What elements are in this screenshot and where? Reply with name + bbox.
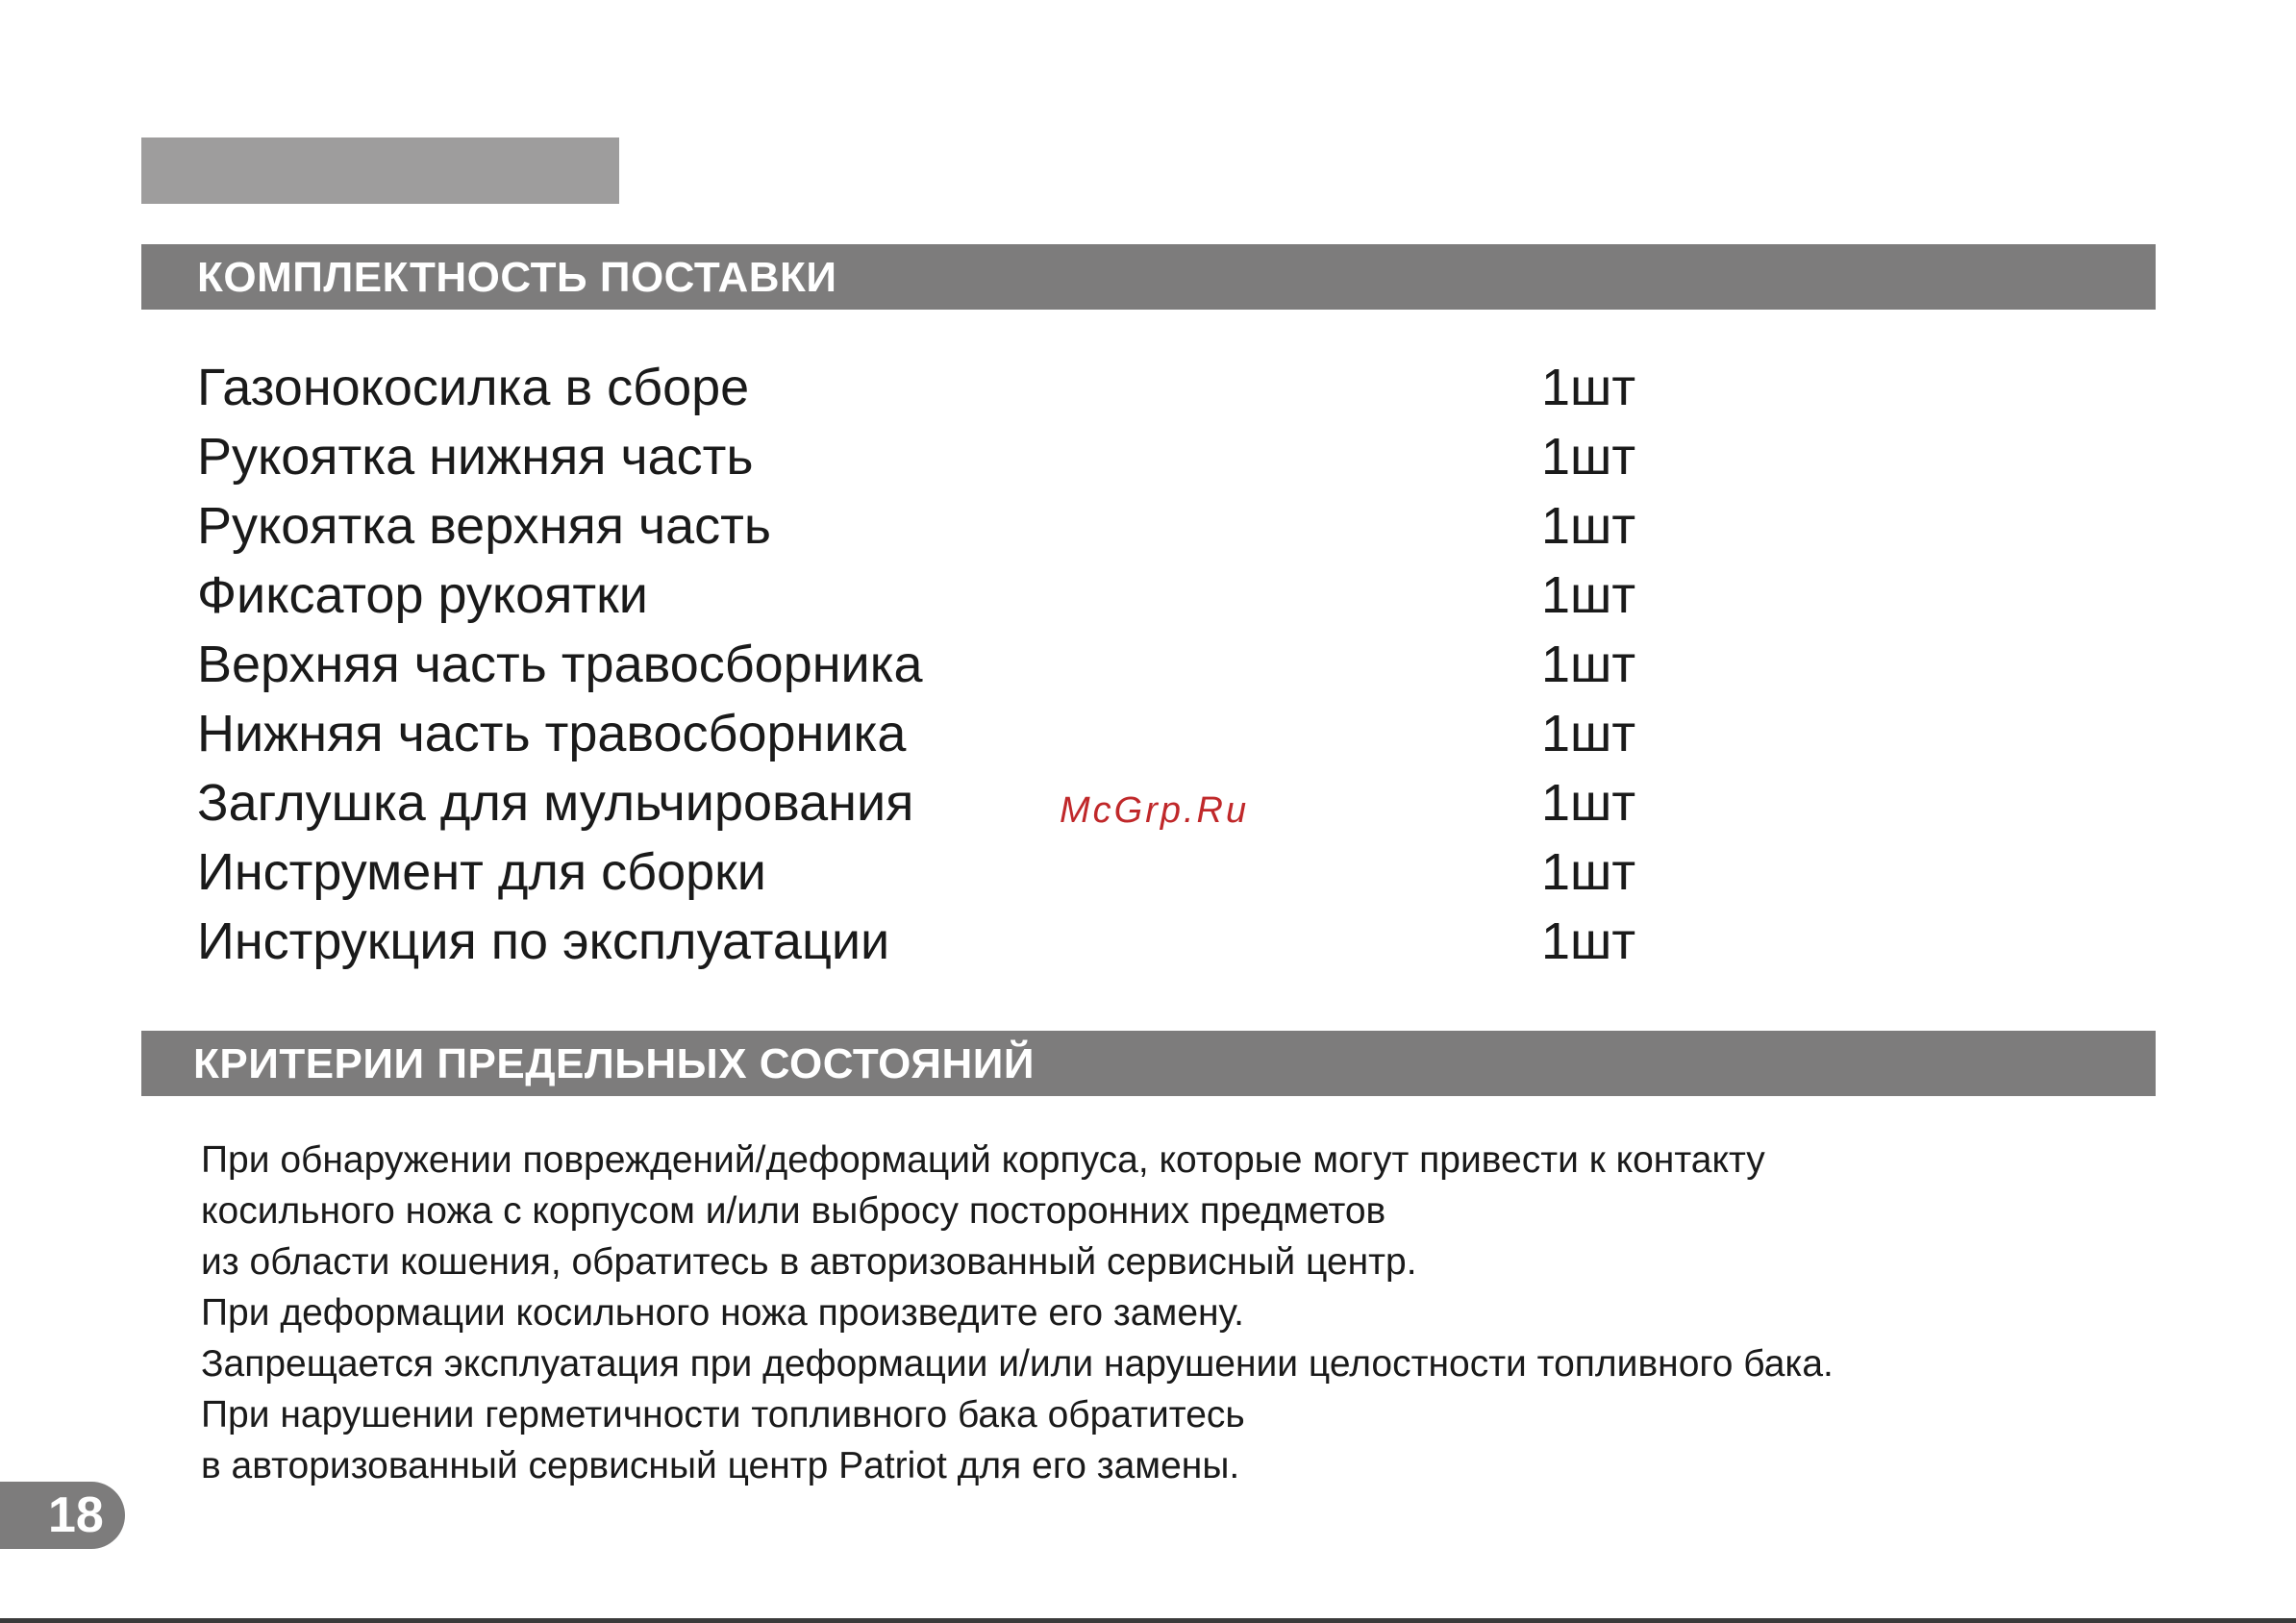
list-item	[197, 491, 1735, 561]
item-name: Фиксатор рукоятки	[197, 566, 648, 624]
item-quantity: 1шт	[1541, 359, 1636, 416]
list-item	[197, 353, 1735, 422]
item-name: Нижняя часть травосборника	[197, 705, 907, 762]
item-quantity: 1шт	[1541, 705, 1636, 762]
list-item	[197, 561, 1735, 630]
item-quantity: 1шт	[1541, 497, 1636, 555]
section-title-delivery: КОМПЛЕКТНОСТЬ ПОСТАВКИ	[197, 254, 837, 301]
item-name: Верхняя часть травосборника	[197, 636, 923, 693]
section-header-delivery	[141, 244, 2156, 310]
list-item	[197, 907, 1735, 976]
paragraph-line: Запрещается эксплуатация при деформации и/или нарушении целостности топливного бака.	[201, 1343, 1834, 1385]
paragraph-line: в авторизованный сервисный центр Patriot для его замены.	[201, 1445, 1240, 1486]
section-title-criteria: КРИТЕРИИ ПРЕДЕЛЬНЫХ СОСТОЯНИЙ	[193, 1040, 1035, 1087]
list-item	[197, 422, 1735, 491]
item-quantity: 1шт	[1541, 774, 1636, 832]
item-quantity: 1шт	[1541, 636, 1636, 693]
item-quantity: 1шт	[1541, 566, 1636, 624]
header-tab	[141, 137, 619, 204]
item-name: Рукоятка нижняя часть	[197, 428, 754, 486]
item-name: Газонокосилка в сборе	[197, 359, 750, 416]
page-number: 18	[48, 1487, 104, 1543]
item-quantity: 1шт	[1541, 843, 1636, 901]
page-number-badge	[0, 1482, 125, 1549]
item-name: Заглушка для мульчирования	[197, 774, 914, 832]
item-name: Инструкция по эксплуатации	[197, 912, 890, 970]
list-item	[197, 768, 1735, 837]
list-item	[197, 699, 1735, 768]
watermark: McGrp.Ru	[1060, 790, 1250, 831]
list-item	[197, 837, 1735, 907]
item-name: Инструмент для сборки	[197, 843, 766, 901]
paragraph-line: При деформации косильного ножа произведите его замену.	[201, 1292, 1244, 1334]
item-quantity: 1шт	[1541, 912, 1636, 970]
paragraph-line: косильного ножа с корпусом и/или выбросу посторонних предметов	[201, 1190, 1386, 1232]
paragraph-line: При нарушении герметичности топливного бака обратитесь	[201, 1394, 1245, 1436]
list-item	[197, 630, 1735, 699]
paragraph-line: При обнаружении повреждений/деформаций корпуса, которые могут привести к контакту	[201, 1139, 1765, 1181]
section-header-criteria	[141, 1031, 2156, 1096]
bottom-divider	[0, 1618, 2296, 1623]
criteria-text	[201, 1135, 2172, 1491]
item-quantity: 1шт	[1541, 428, 1636, 486]
item-name: Рукоятка верхняя часть	[197, 497, 771, 555]
delivery-list	[197, 353, 1735, 976]
paragraph-line: из области кошения, обратитесь в авторизованный сервисный центр.	[201, 1241, 1417, 1283]
